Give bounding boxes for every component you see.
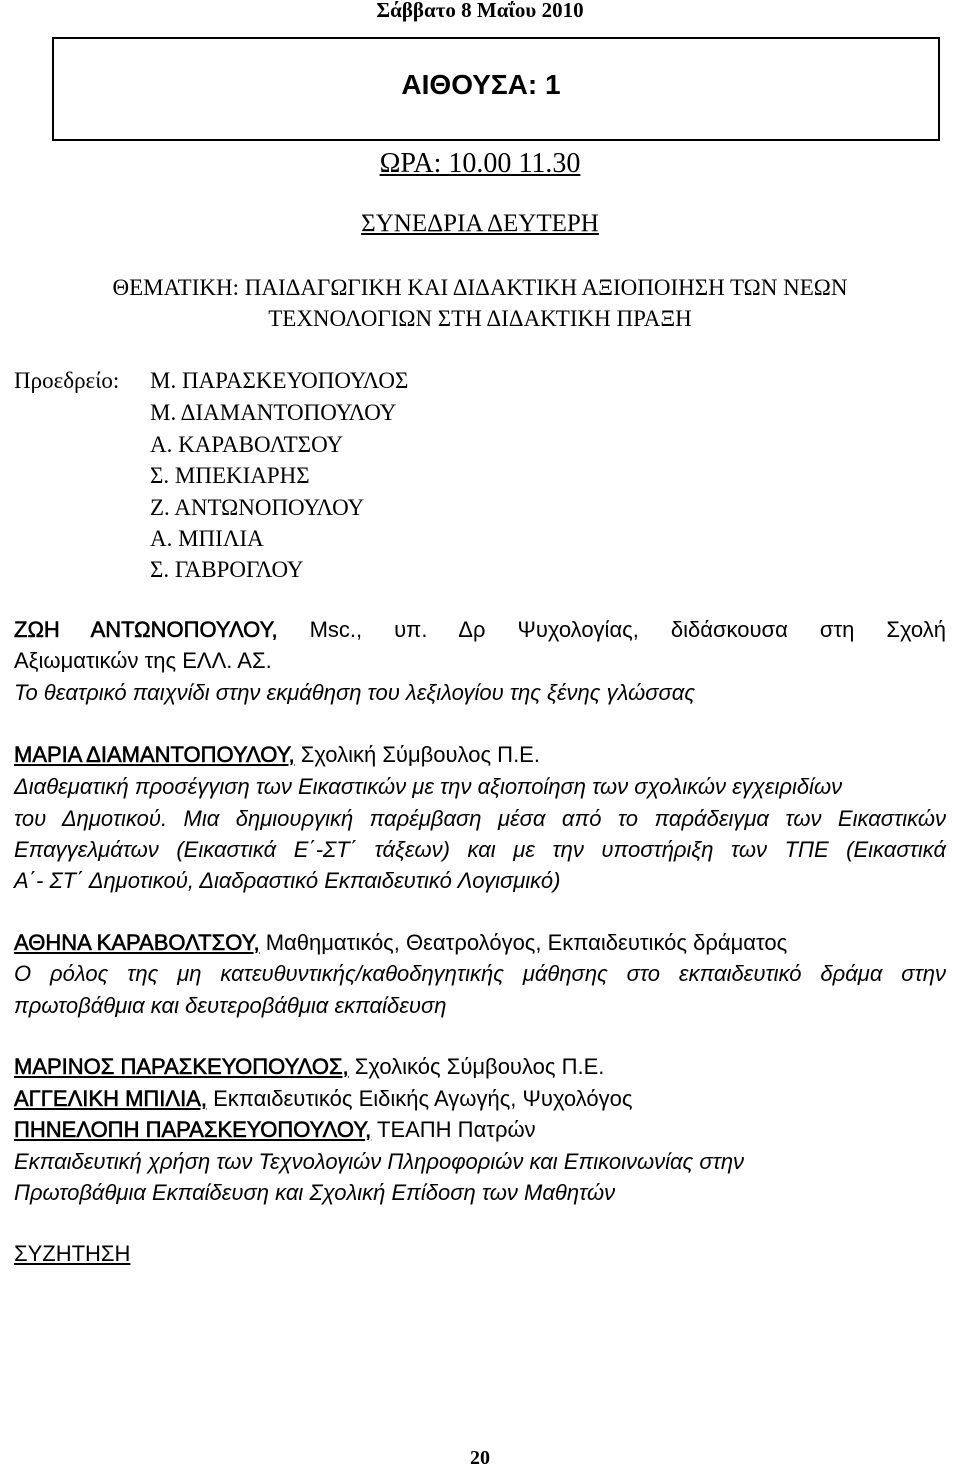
talk-2-title-line: Διαθεματική προσέγγιση των Εικαστικών με την αξιοποίηση των σχολικών εγχειριδίων	[14, 774, 843, 799]
talk-4-name: ΠΗΝΕΛΟΠΗ ΠΑΡΑΣΚΕΥΟΠΟΥΛΟΥ,	[14, 1117, 372, 1142]
talk-4-title-line: Πρωτοβάθμια Εκπαίδευση και Σχολική Επίδοση των Μαθητών	[14, 1180, 616, 1205]
talk-2-title-line: του Δημοτικού. Μια δημιουργική παρέμβαση μέσα από το παράδειγμα των Εικαστικών	[14, 806, 946, 831]
talk-3-title-line: Ο ρόλος της μη κατευθυντικής/καθοδηγητικής μάθησης στο εκπαιδευτικό δράμα στην	[14, 961, 946, 986]
board-member: Ζ. ΑΝΤΩΝΟΠΟΥΛΟΥ	[150, 495, 365, 520]
talk-3-affiliation: Μαθηματικός, Θεατρολόγος, Εκπαιδευτικός δράματος	[259, 930, 788, 955]
board-member: Μ. ΔΙΑΜΑΝΤΟΠΟΥΛΟΥ	[150, 400, 397, 425]
talk-4-presenter	[14, 1117, 536, 1143]
talk-1-presenter	[14, 617, 946, 643]
talk-4-affiliation: ΤΕΑΠΗ Πατρών	[371, 1117, 536, 1142]
thematic-line-2: ΤΕΧΝΟΛΟΓΙΩΝ ΣΤΗ ΔΙΔΑΚΤΙΚΗ ΠΡΑΞΗ	[268, 306, 692, 331]
board-member: Σ. ΜΠΕΚΙΑΡΗΣ	[150, 463, 310, 488]
room-title: ΑΙΘΟΥΣΑ: 1	[401, 69, 561, 100]
talk-4-presenter	[14, 1086, 632, 1112]
talk-4-name: ΜΑΡΙΝΟΣ ΠΑΡΑΣΚΕΥΟΠΟΥΛΟΣ,	[14, 1054, 349, 1079]
talk-4-name: ΑΓΓΕΛΙΚΗ ΜΠΙΛΙΑ,	[14, 1086, 207, 1111]
discussion-label: ΣΥΖΗΤΗΣΗ	[14, 1241, 131, 1266]
board-member: Σ. ΓΑΒΡΟΓΛΟΥ	[150, 557, 304, 582]
talk-1-name: ΖΩΗ ΑΝΤΩΝΟΠΟΥΛΟΥ,	[14, 617, 278, 642]
talk-4-presenter	[14, 1054, 604, 1080]
talk-2-title-line: Α΄- ΣΤ΄ Δημοτικού, Διαδραστικό Εκπαιδευτικό Λογισμικό)	[14, 868, 561, 893]
talk-4-affiliation: Εκπαιδευτικός Ειδικής Αγωγής, Ψυχολόγος	[206, 1086, 633, 1111]
page-number: 20	[470, 1447, 490, 1469]
talk-3-presenter	[14, 930, 787, 956]
talk-2-affiliation: Σχολική Σύμβουλος Π.Ε.	[294, 742, 540, 767]
page-header-date: Σάββατο 8 Μαΐου 2010	[376, 0, 584, 22]
talk-1-affiliation-cont: Αξιωματικών της ΕΛΛ. ΑΣ.	[14, 648, 272, 673]
talk-4-title-line: Εκπαιδευτική χρήση των Τεχνολογιών Πληροφοριών και Επικοινωνίας στην	[14, 1149, 745, 1174]
session-title: ΣΥΝΕΔΡΙΑ ΔΕΥΤΕΡΗ	[361, 210, 599, 237]
board-member: Α. ΜΠΙΛΙΑ	[150, 526, 264, 551]
talk-2-name: ΜΑΡΙΑ ΔΙΑΜΑΝΤΟΠΟΥΛΟΥ,	[14, 742, 295, 767]
talk-2-title-line: Επαγγελμάτων (Εικαστικά Ε΄-ΣΤ΄ τάξεων) και με την υποστήριξη των ΤΠΕ (Εικαστικά	[14, 837, 946, 862]
talk-2-presenter	[14, 742, 540, 768]
board-member: Α. ΚΑΡΑΒΟΛΤΣΟΥ	[150, 432, 344, 457]
session-time: ΩΡΑ: 10.00 11.30	[379, 148, 581, 179]
talk-1-title: Το θεατρικό παιχνίδι στην εκμάθηση του λεξιλογίου της ξένης γλώσσας	[14, 680, 696, 705]
talk-3-name: ΑΘΗΝΑ ΚΑΡΑΒΟΛΤΣΟΥ,	[14, 930, 260, 955]
talk-1-affiliation: Msc., υπ. Δρ Ψυχολογίας, διδάσκουσα στη Σχολή	[309, 617, 946, 642]
talk-4-affiliation: Σχολικός Σύμβουλος Π.Ε.	[348, 1054, 605, 1079]
board-member: Μ. ΠΑΡΑΣΚΕΥΟΠΟΥΛΟΣ	[150, 368, 409, 393]
board-label: Προεδρείο:	[14, 368, 120, 393]
thematic-line-1: ΘΕΜΑΤΙΚΗ: ΠΑΙΔΑΓΩΓΙΚΗ ΚΑΙ ΔΙΔΑΚΤΙΚΗ ΑΞΙΟΠΟΙΗΣΗ ΤΩΝ ΝΕΩΝ	[112, 275, 848, 300]
talk-3-title-line: πρωτοβάθμια και δευτεροβάθμια εκπαίδευση	[14, 993, 447, 1018]
